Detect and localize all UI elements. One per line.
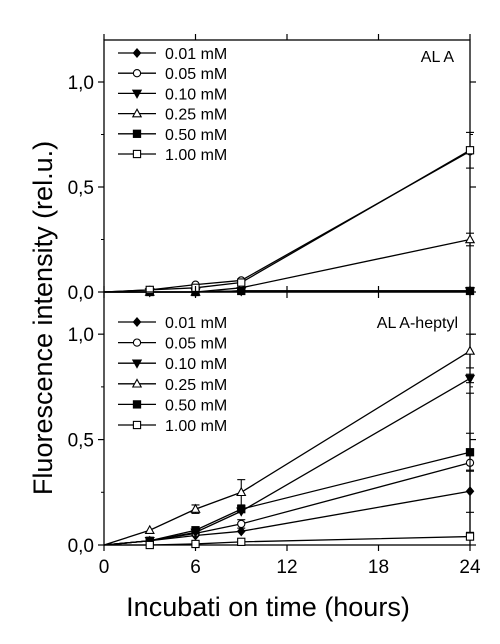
series-line — [104, 240, 470, 293]
panel-title: AL A-heptyl — [376, 315, 458, 332]
legend-label: 0.10 mM — [165, 86, 228, 104]
data-point — [238, 538, 245, 545]
legend-marker — [133, 70, 140, 77]
data-point — [238, 279, 245, 286]
series-1-00-mM — [104, 132, 474, 293]
x-tick-label: 18 — [367, 557, 390, 578]
series-line — [104, 150, 470, 292]
data-point — [238, 506, 245, 513]
x-tick-label: 12 — [276, 557, 298, 578]
legend-label: 0.50 mM — [165, 397, 228, 415]
data-point — [466, 347, 474, 355]
legend-marker — [133, 339, 140, 346]
chart-panels — [68, 34, 481, 578]
legend-label: 0.01 mM — [165, 315, 228, 332]
series-line — [104, 452, 470, 545]
legend-label: 0.50 mM — [165, 126, 228, 144]
legend-marker — [133, 421, 140, 428]
legend-label: 0.25 mM — [165, 376, 228, 394]
series-line — [104, 351, 470, 545]
data-point — [466, 449, 473, 456]
series-line — [104, 537, 470, 545]
legend-marker — [133, 150, 140, 157]
panel-1 — [68, 34, 476, 304]
data-point — [146, 541, 153, 548]
data-point — [238, 287, 245, 294]
legend-label: 0.10 mM — [165, 356, 228, 374]
x-tick-label: 0 — [98, 557, 110, 578]
legend-marker — [133, 49, 140, 57]
series-0-05-mM — [104, 148, 474, 294]
legend-marker — [133, 130, 140, 137]
legend — [118, 46, 227, 164]
x-axis-label: Incubati on time (hours) — [126, 592, 410, 622]
legend-marker — [133, 318, 140, 326]
series-line — [104, 151, 470, 292]
y-tick-label: 0,5 — [67, 430, 94, 452]
series-0-10-mM — [104, 374, 474, 545]
data-point — [238, 520, 245, 527]
legend-label: 1.00 mM — [165, 147, 228, 164]
y-tick-label: 1,0 — [67, 73, 94, 94]
series-line — [104, 378, 470, 545]
y-axis-label: Fluorescence intensity (rel.u.) — [28, 140, 58, 496]
panel-2 — [68, 286, 481, 578]
series-0-25-mM — [104, 334, 474, 545]
legend-label: 1.00 mM — [165, 418, 228, 435]
legend-label: 0.25 mM — [165, 106, 228, 124]
legend-label: 0.01 mM — [165, 46, 228, 63]
series-0-01-mM — [104, 470, 474, 545]
y-tick-label: 0,5 — [67, 178, 94, 199]
data-point — [466, 375, 474, 383]
series-0-25-mM — [104, 233, 474, 295]
series-0-50-mM — [104, 433, 474, 545]
series-line — [104, 463, 470, 545]
data-point — [146, 526, 154, 534]
data-point — [192, 540, 199, 547]
legend-marker — [133, 401, 140, 408]
series-0-05-mM — [104, 393, 474, 545]
y-tick-label: 0,0 — [67, 536, 94, 557]
legend-label: 0.05 mM — [165, 66, 228, 84]
legend — [118, 315, 227, 435]
series-1-00-mM — [104, 533, 474, 549]
series-line — [104, 491, 470, 545]
x-tick-label: 6 — [190, 557, 201, 578]
data-point — [237, 488, 245, 496]
data-point — [466, 533, 473, 540]
panel-title: AL A — [420, 49, 454, 66]
data-point — [466, 235, 474, 243]
y-tick-label: 0,0 — [67, 283, 94, 304]
legend-label: 0.05 mM — [165, 335, 228, 353]
data-point — [192, 527, 199, 534]
data-point — [466, 147, 473, 154]
x-tick-label: 24 — [459, 557, 481, 578]
y-tick-label: 1,0 — [67, 325, 94, 347]
